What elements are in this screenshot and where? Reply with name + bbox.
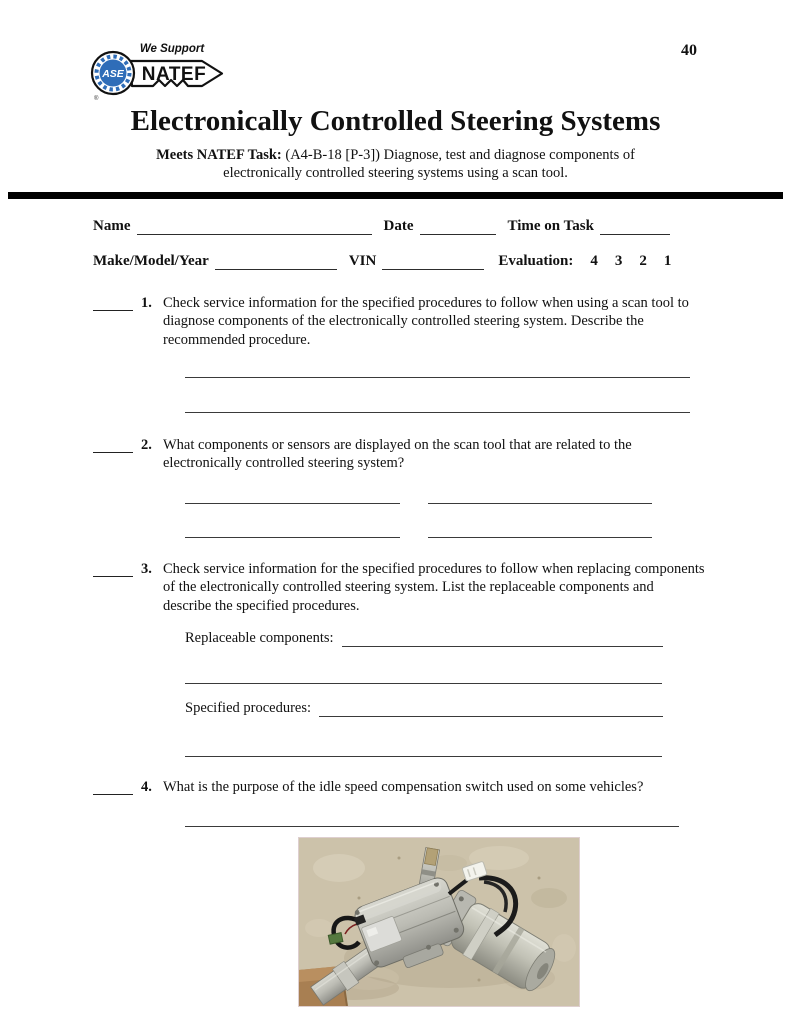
answer-line [185, 484, 400, 504]
question-text: Check service information for the specified procedures to follow when replacing components of the electronically controlled steering system. List the replaceable components and describe the specified procedures. [163, 561, 705, 614]
form-row-2 [93, 251, 671, 270]
time-on-task-field-line [600, 219, 670, 235]
ase-label: ASE [102, 68, 124, 80]
date-field-line [420, 219, 496, 235]
score-blank [93, 780, 133, 795]
natef-logo [88, 36, 230, 109]
question-3 [93, 560, 705, 615]
replaceable-components-label: Replaceable components: [185, 630, 334, 646]
page-title: Electronically Controlled Steering Systems [130, 105, 661, 137]
task-label: Meets NATEF Task: [156, 147, 282, 163]
section-divider [8, 192, 783, 199]
specified-procedures-label: Specified procedures: [185, 700, 312, 716]
name-field-line [137, 219, 372, 235]
question-text: What is the purpose of the idle speed compensation switch used on some vehicles? [163, 779, 644, 795]
evaluation-score-1: 1 [663, 253, 672, 269]
answer-line [185, 737, 662, 757]
steering-column-illustration [299, 838, 579, 1006]
question-2 [93, 436, 705, 473]
replaceable-components-row [185, 629, 663, 647]
score-blank [93, 562, 133, 577]
answer-line [185, 518, 400, 538]
question-text: Check service information for the specified procedures to follow when using a scan tool to diagnose components of the electronically controlled steering system. Describe the recommended procedure. [163, 295, 689, 348]
evaluation-label: Evaluation: [498, 253, 574, 269]
score-blank [93, 296, 133, 311]
evaluation-score-2: 2 [639, 253, 647, 269]
vin-field-line [382, 254, 484, 270]
natef-label: NATEF [141, 64, 207, 85]
time-on-task-label: Time on Task [507, 218, 594, 234]
name-label: Name [93, 218, 131, 234]
answer-line [185, 358, 690, 378]
we-support-label: We Support [139, 43, 205, 55]
date-label: Date [383, 218, 414, 234]
answer-line [185, 393, 690, 413]
answer-line [428, 484, 652, 504]
question-4 [93, 778, 705, 796]
question-number: 1. [141, 295, 152, 311]
natef-task-line [138, 146, 653, 182]
answer-line [428, 518, 652, 538]
answer-line [185, 664, 662, 684]
specified-procedures-row [185, 699, 663, 717]
form-row-1 [93, 216, 670, 235]
vin-label: VIN [348, 253, 377, 269]
task-text: (A4-B-18 [P-3]) Diagnose, test and diagnose components of electronically controlled steering systems using a scan tool. [223, 147, 635, 181]
evaluation-score-4: 4 [590, 253, 598, 269]
question-text: What components or sensors are displayed on the scan tool that are related to the electronically controlled steering system? [163, 437, 632, 472]
steering-column-photo [298, 837, 580, 1007]
score-blank [93, 438, 133, 453]
make-model-year-field-line [215, 254, 337, 270]
replaceable-components-line [342, 631, 663, 647]
question-number: 4. [141, 779, 152, 795]
question-number: 3. [141, 561, 152, 577]
answer-line [185, 807, 679, 827]
question-number: 2. [141, 437, 152, 453]
make-model-year-label: Make/Model/Year [93, 253, 209, 269]
page-number: 40 [681, 42, 697, 59]
natef-key-icon [88, 36, 230, 104]
question-1 [93, 294, 705, 349]
specified-procedures-line [319, 701, 663, 717]
evaluation-score-3: 3 [614, 253, 623, 269]
registered-mark: ® [94, 96, 99, 102]
